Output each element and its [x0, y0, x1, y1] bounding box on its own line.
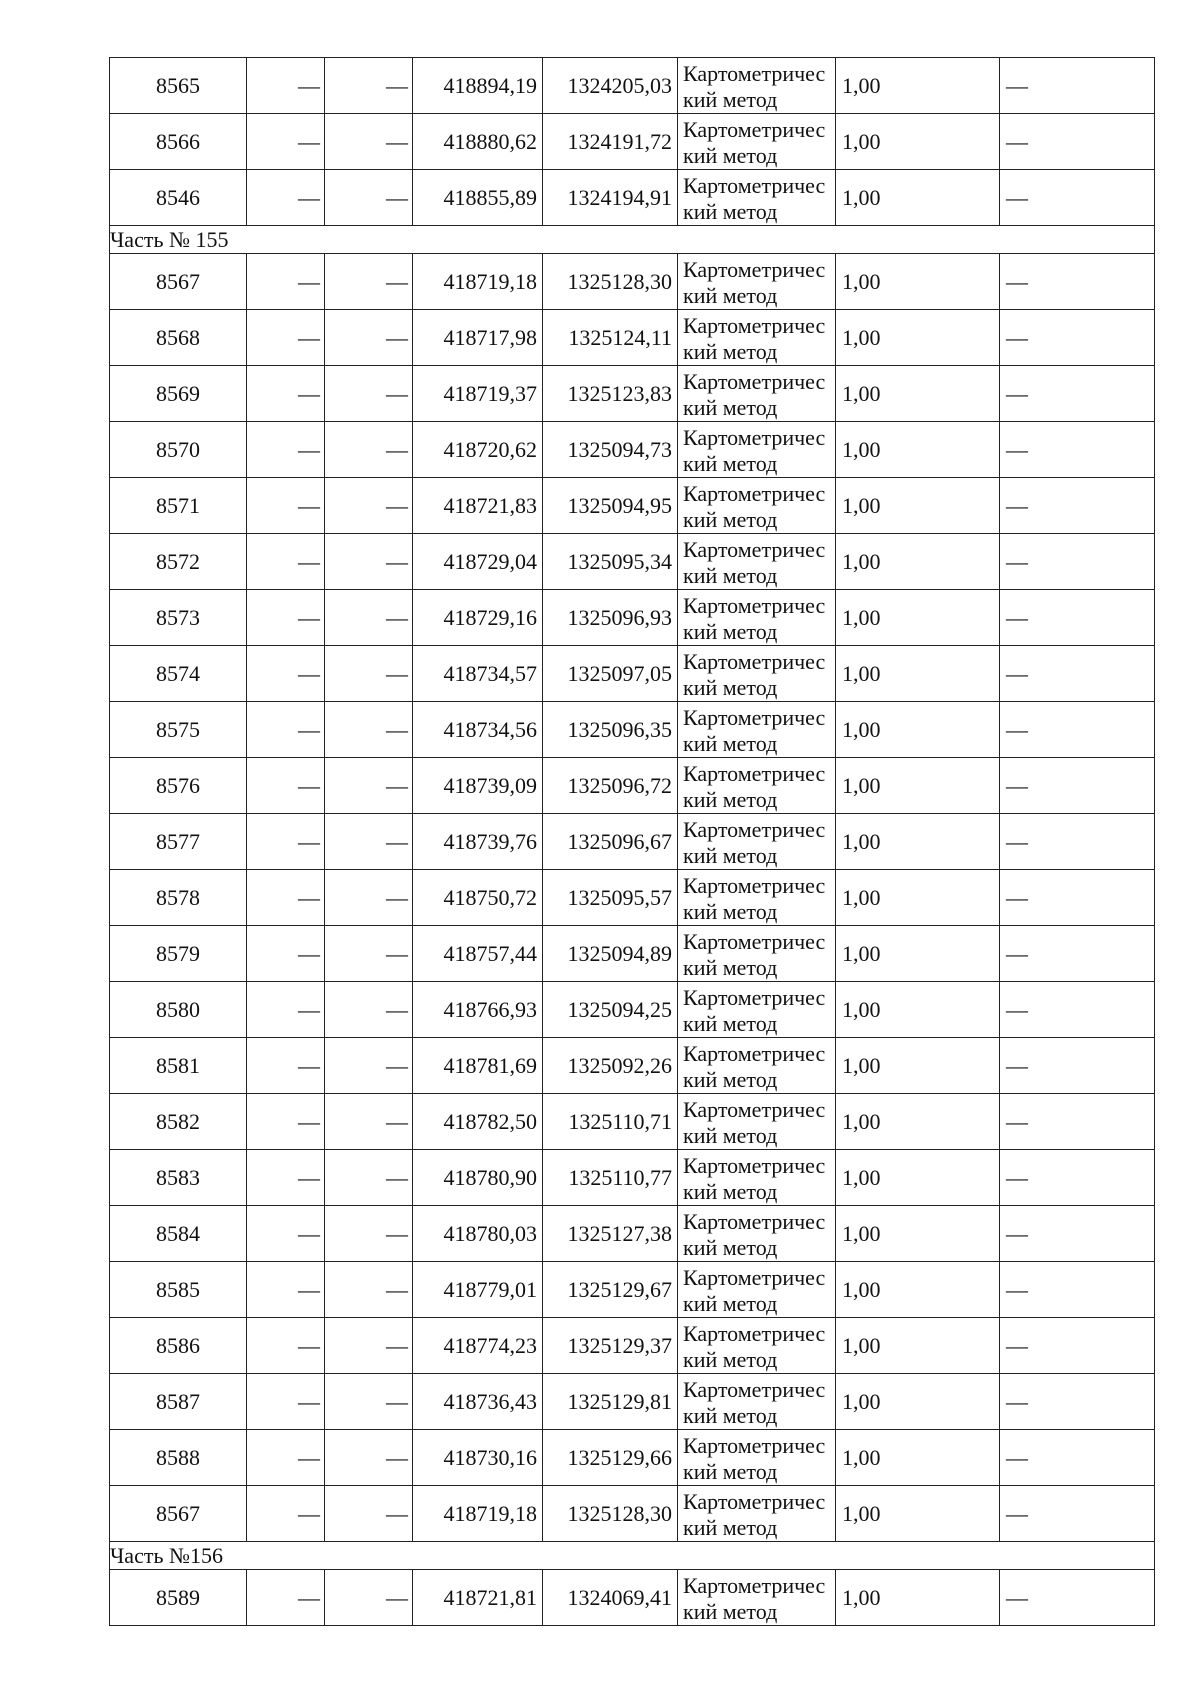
table-row	[110, 926, 1155, 982]
old-y-cell: —	[325, 1094, 413, 1150]
table-row	[110, 814, 1155, 870]
method-cell: Картометрический метод	[678, 1486, 836, 1542]
x-coordinate-cell: 418780,03	[413, 1206, 543, 1262]
old-y-cell: —	[325, 1374, 413, 1430]
old-y-cell: —	[325, 366, 413, 422]
accuracy-cell: 1,00	[836, 422, 1000, 478]
method-cell: Картометрический метод	[678, 254, 836, 310]
table-row	[110, 534, 1155, 590]
y-coordinate-cell: 1325110,71	[543, 1094, 678, 1150]
method-cell: Картометрический метод	[678, 1094, 836, 1150]
x-coordinate-cell: 418757,44	[413, 926, 543, 982]
x-coordinate-cell: 418774,23	[413, 1318, 543, 1374]
table-row	[110, 114, 1155, 170]
point-number-cell: 8584	[110, 1206, 247, 1262]
method-cell: Картометрический метод	[678, 982, 836, 1038]
point-number-cell: 8575	[110, 702, 247, 758]
x-coordinate-cell: 418782,50	[413, 1094, 543, 1150]
old-y-cell: —	[325, 58, 413, 114]
method-cell: Картометрический метод	[678, 310, 836, 366]
x-coordinate-cell: 418739,76	[413, 814, 543, 870]
description-cell: —	[1000, 1318, 1155, 1374]
old-y-cell: —	[325, 1318, 413, 1374]
method-cell: Картометрический метод	[678, 1206, 836, 1262]
accuracy-cell: 1,00	[836, 1486, 1000, 1542]
accuracy-cell: 1,00	[836, 1570, 1000, 1626]
table-row	[110, 1570, 1155, 1626]
accuracy-cell: 1,00	[836, 926, 1000, 982]
method-cell: Картометрический метод	[678, 534, 836, 590]
old-x-cell: —	[247, 1206, 325, 1262]
y-coordinate-cell: 1324191,72	[543, 114, 678, 170]
point-number-cell: 8566	[110, 114, 247, 170]
x-coordinate-cell: 418721,83	[413, 478, 543, 534]
accuracy-cell: 1,00	[836, 590, 1000, 646]
table-row	[110, 758, 1155, 814]
point-number-cell: 8589	[110, 1570, 247, 1626]
x-coordinate-cell: 418717,98	[413, 310, 543, 366]
table-row	[110, 1318, 1155, 1374]
description-cell: —	[1000, 422, 1155, 478]
point-number-cell: 8576	[110, 758, 247, 814]
y-coordinate-cell: 1325123,83	[543, 366, 678, 422]
table-row	[110, 366, 1155, 422]
description-cell: —	[1000, 1486, 1155, 1542]
method-cell: Картометрический метод	[678, 1570, 836, 1626]
y-coordinate-cell: 1325096,67	[543, 814, 678, 870]
description-cell: —	[1000, 590, 1155, 646]
x-coordinate-cell: 418719,37	[413, 366, 543, 422]
point-number-cell: 8588	[110, 1430, 247, 1486]
description-cell: —	[1000, 310, 1155, 366]
accuracy-cell: 1,00	[836, 1038, 1000, 1094]
x-coordinate-cell: 418855,89	[413, 170, 543, 226]
y-coordinate-cell: 1324069,41	[543, 1570, 678, 1626]
x-coordinate-cell: 418734,56	[413, 702, 543, 758]
old-y-cell: —	[325, 170, 413, 226]
x-coordinate-cell: 418729,04	[413, 534, 543, 590]
old-y-cell: —	[325, 1262, 413, 1318]
description-cell: —	[1000, 366, 1155, 422]
old-y-cell: —	[325, 422, 413, 478]
table-row	[110, 422, 1155, 478]
x-coordinate-cell: 418721,81	[413, 1570, 543, 1626]
table-row	[110, 1038, 1155, 1094]
old-y-cell: —	[325, 982, 413, 1038]
accuracy-cell: 1,00	[836, 478, 1000, 534]
description-cell: —	[1000, 814, 1155, 870]
old-y-cell: —	[325, 254, 413, 310]
accuracy-cell: 1,00	[836, 1430, 1000, 1486]
old-x-cell: —	[247, 478, 325, 534]
section-header-row	[110, 226, 1155, 254]
point-number-cell: 8568	[110, 310, 247, 366]
table-row	[110, 590, 1155, 646]
x-coordinate-cell: 418719,18	[413, 254, 543, 310]
table-row	[110, 170, 1155, 226]
description-cell: —	[1000, 58, 1155, 114]
old-x-cell: —	[247, 170, 325, 226]
description-cell: —	[1000, 478, 1155, 534]
method-cell: Картометрический метод	[678, 170, 836, 226]
old-y-cell: —	[325, 1206, 413, 1262]
old-x-cell: —	[247, 534, 325, 590]
method-cell: Картометрический метод	[678, 366, 836, 422]
description-cell: —	[1000, 702, 1155, 758]
y-coordinate-cell: 1324205,03	[543, 58, 678, 114]
point-number-cell: 8546	[110, 170, 247, 226]
table-row	[110, 1206, 1155, 1262]
old-x-cell: —	[247, 1038, 325, 1094]
old-x-cell: —	[247, 814, 325, 870]
old-y-cell: —	[325, 814, 413, 870]
table-row	[110, 1150, 1155, 1206]
old-y-cell: —	[325, 114, 413, 170]
y-coordinate-cell: 1325129,67	[543, 1262, 678, 1318]
point-number-cell: 8567	[110, 254, 247, 310]
point-number-cell: 8583	[110, 1150, 247, 1206]
section-label: Часть № 155	[110, 226, 1155, 254]
x-coordinate-cell: 418730,16	[413, 1430, 543, 1486]
y-coordinate-cell: 1325094,73	[543, 422, 678, 478]
method-cell: Картометрический метод	[678, 1374, 836, 1430]
point-number-cell: 8581	[110, 1038, 247, 1094]
accuracy-cell: 1,00	[836, 814, 1000, 870]
accuracy-cell: 1,00	[836, 702, 1000, 758]
point-number-cell: 8569	[110, 366, 247, 422]
description-cell: —	[1000, 1094, 1155, 1150]
y-coordinate-cell: 1325096,93	[543, 590, 678, 646]
y-coordinate-cell: 1325094,95	[543, 478, 678, 534]
old-y-cell: —	[325, 646, 413, 702]
point-number-cell: 8572	[110, 534, 247, 590]
old-y-cell: —	[325, 1570, 413, 1626]
old-x-cell: —	[247, 1318, 325, 1374]
accuracy-cell: 1,00	[836, 1318, 1000, 1374]
old-x-cell: —	[247, 254, 325, 310]
old-x-cell: —	[247, 1150, 325, 1206]
x-coordinate-cell: 418781,69	[413, 1038, 543, 1094]
table-row	[110, 646, 1155, 702]
y-coordinate-cell: 1325096,35	[543, 702, 678, 758]
old-y-cell: —	[325, 590, 413, 646]
y-coordinate-cell: 1325096,72	[543, 758, 678, 814]
old-x-cell: —	[247, 590, 325, 646]
old-y-cell: —	[325, 478, 413, 534]
y-coordinate-cell: 1325094,89	[543, 926, 678, 982]
table-row	[110, 58, 1155, 114]
accuracy-cell: 1,00	[836, 58, 1000, 114]
description-cell: —	[1000, 1150, 1155, 1206]
y-coordinate-cell: 1324194,91	[543, 170, 678, 226]
method-cell: Картометрический метод	[678, 1038, 836, 1094]
y-coordinate-cell: 1325127,38	[543, 1206, 678, 1262]
description-cell: —	[1000, 1038, 1155, 1094]
description-cell: —	[1000, 982, 1155, 1038]
accuracy-cell: 1,00	[836, 870, 1000, 926]
method-cell: Картометрический метод	[678, 478, 836, 534]
table-row	[110, 478, 1155, 534]
accuracy-cell: 1,00	[836, 1150, 1000, 1206]
method-cell: Картометрический метод	[678, 926, 836, 982]
table-row	[110, 870, 1155, 926]
accuracy-cell: 1,00	[836, 310, 1000, 366]
old-x-cell: —	[247, 982, 325, 1038]
method-cell: Картометрический метод	[678, 870, 836, 926]
method-cell: Картометрический метод	[678, 590, 836, 646]
description-cell: —	[1000, 870, 1155, 926]
y-coordinate-cell: 1325129,66	[543, 1430, 678, 1486]
description-cell: —	[1000, 534, 1155, 590]
old-y-cell: —	[325, 758, 413, 814]
description-cell: —	[1000, 926, 1155, 982]
old-x-cell: —	[247, 646, 325, 702]
table-row	[110, 310, 1155, 366]
old-x-cell: —	[247, 926, 325, 982]
x-coordinate-cell: 418729,16	[413, 590, 543, 646]
table-row	[110, 1262, 1155, 1318]
accuracy-cell: 1,00	[836, 758, 1000, 814]
table-row	[110, 702, 1155, 758]
description-cell: —	[1000, 1262, 1155, 1318]
x-coordinate-cell: 418880,62	[413, 114, 543, 170]
old-x-cell: —	[247, 422, 325, 478]
table-row	[110, 982, 1155, 1038]
x-coordinate-cell: 418779,01	[413, 1262, 543, 1318]
x-coordinate-cell: 418719,18	[413, 1486, 543, 1542]
x-coordinate-cell: 418736,43	[413, 1374, 543, 1430]
y-coordinate-cell: 1325128,30	[543, 1486, 678, 1542]
old-y-cell: —	[325, 1486, 413, 1542]
y-coordinate-cell: 1325124,11	[543, 310, 678, 366]
y-coordinate-cell: 1325092,26	[543, 1038, 678, 1094]
accuracy-cell: 1,00	[836, 1262, 1000, 1318]
accuracy-cell: 1,00	[836, 534, 1000, 590]
y-coordinate-cell: 1325128,30	[543, 254, 678, 310]
description-cell: —	[1000, 646, 1155, 702]
old-x-cell: —	[247, 310, 325, 366]
old-x-cell: —	[247, 1486, 325, 1542]
method-cell: Картометрический метод	[678, 422, 836, 478]
method-cell: Картометрический метод	[678, 646, 836, 702]
table-row	[110, 1094, 1155, 1150]
description-cell: —	[1000, 114, 1155, 170]
point-number-cell: 8587	[110, 1374, 247, 1430]
old-y-cell: —	[325, 926, 413, 982]
table-row	[110, 1374, 1155, 1430]
x-coordinate-cell: 418739,09	[413, 758, 543, 814]
method-cell: Картометрический метод	[678, 814, 836, 870]
accuracy-cell: 1,00	[836, 366, 1000, 422]
old-x-cell: —	[247, 870, 325, 926]
section-label: Часть №156	[110, 1542, 1155, 1570]
method-cell: Картометрический метод	[678, 758, 836, 814]
y-coordinate-cell: 1325110,77	[543, 1150, 678, 1206]
point-number-cell: 8585	[110, 1262, 247, 1318]
point-number-cell: 8586	[110, 1318, 247, 1374]
old-x-cell: —	[247, 58, 325, 114]
description-cell: —	[1000, 254, 1155, 310]
description-cell: —	[1000, 1430, 1155, 1486]
old-y-cell: —	[325, 702, 413, 758]
x-coordinate-cell: 418734,57	[413, 646, 543, 702]
old-y-cell: —	[325, 1430, 413, 1486]
point-number-cell: 8570	[110, 422, 247, 478]
table-row	[110, 1430, 1155, 1486]
point-number-cell: 8567	[110, 1486, 247, 1542]
y-coordinate-cell: 1325095,34	[543, 534, 678, 590]
point-number-cell: 8582	[110, 1094, 247, 1150]
x-coordinate-cell: 418720,62	[413, 422, 543, 478]
description-cell: —	[1000, 1374, 1155, 1430]
old-y-cell: —	[325, 1150, 413, 1206]
section-header-row	[110, 1542, 1155, 1570]
point-number-cell: 8579	[110, 926, 247, 982]
description-cell: —	[1000, 1570, 1155, 1626]
point-number-cell: 8577	[110, 814, 247, 870]
x-coordinate-cell: 418766,93	[413, 982, 543, 1038]
old-x-cell: —	[247, 114, 325, 170]
accuracy-cell: 1,00	[836, 170, 1000, 226]
method-cell: Картометрический метод	[678, 1262, 836, 1318]
accuracy-cell: 1,00	[836, 1206, 1000, 1262]
table-body	[110, 58, 1155, 1626]
x-coordinate-cell: 418750,72	[413, 870, 543, 926]
accuracy-cell: 1,00	[836, 1094, 1000, 1150]
point-number-cell: 8578	[110, 870, 247, 926]
point-number-cell: 8573	[110, 590, 247, 646]
method-cell: Картометрический метод	[678, 1430, 836, 1486]
old-y-cell: —	[325, 534, 413, 590]
accuracy-cell: 1,00	[836, 114, 1000, 170]
y-coordinate-cell: 1325097,05	[543, 646, 678, 702]
x-coordinate-cell: 418894,19	[413, 58, 543, 114]
y-coordinate-cell: 1325095,57	[543, 870, 678, 926]
old-x-cell: —	[247, 1374, 325, 1430]
method-cell: Картометрический метод	[678, 702, 836, 758]
point-number-cell: 8574	[110, 646, 247, 702]
old-y-cell: —	[325, 870, 413, 926]
point-number-cell: 8580	[110, 982, 247, 1038]
point-number-cell: 8571	[110, 478, 247, 534]
accuracy-cell: 1,00	[836, 646, 1000, 702]
old-x-cell: —	[247, 1262, 325, 1318]
table-row	[110, 254, 1155, 310]
accuracy-cell: 1,00	[836, 982, 1000, 1038]
old-x-cell: —	[247, 702, 325, 758]
coordinates-table	[109, 57, 1155, 1626]
method-cell: Картометрический метод	[678, 58, 836, 114]
table-row	[110, 1486, 1155, 1542]
accuracy-cell: 1,00	[836, 1374, 1000, 1430]
old-y-cell: —	[325, 310, 413, 366]
description-cell: —	[1000, 1206, 1155, 1262]
accuracy-cell: 1,00	[836, 254, 1000, 310]
description-cell: —	[1000, 170, 1155, 226]
y-coordinate-cell: 1325129,81	[543, 1374, 678, 1430]
method-cell: Картометрический метод	[678, 1318, 836, 1374]
old-x-cell: —	[247, 1570, 325, 1626]
old-x-cell: —	[247, 1430, 325, 1486]
point-number-cell: 8565	[110, 58, 247, 114]
description-cell: —	[1000, 758, 1155, 814]
old-x-cell: —	[247, 366, 325, 422]
old-x-cell: —	[247, 1094, 325, 1150]
old-y-cell: —	[325, 1038, 413, 1094]
y-coordinate-cell: 1325094,25	[543, 982, 678, 1038]
method-cell: Картометрический метод	[678, 1150, 836, 1206]
y-coordinate-cell: 1325129,37	[543, 1318, 678, 1374]
method-cell: Картометрический метод	[678, 114, 836, 170]
x-coordinate-cell: 418780,90	[413, 1150, 543, 1206]
old-x-cell: —	[247, 758, 325, 814]
